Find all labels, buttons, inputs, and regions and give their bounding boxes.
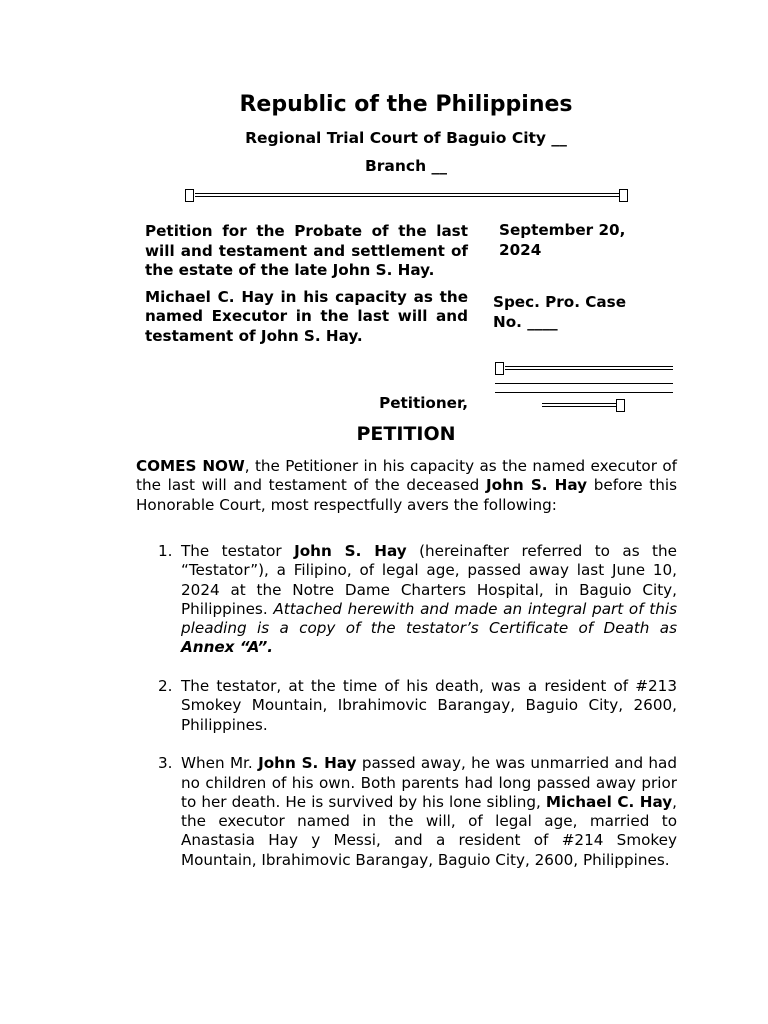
intro-text: , the Petitioner in his capacity as the named executor of the last will and testament of the deceased [136,457,677,495]
court-branch: Branch __ [364,157,448,175]
double-rule [195,193,620,197]
intro-text: before this Honorable Court, most respectfully avers the following: [136,476,677,514]
item-number: 2. [158,677,173,696]
case-caption [145,222,468,353]
rule [495,383,673,384]
item-text: , the executor named in the will, of legal age, married to Anastasia Hay y Messi, and a resident of #214 Smokey Mountain, Ibrahimovic Barangay, Baguio City, 2600, Philippines. [181,792,677,869]
item-italic: Attached herewith and made an integral part of this pleading is a copy of the testator’s Certificate of Death as [181,599,677,638]
case-number-line: Spec. Pro. Case [493,293,627,311]
item-text: (hereinafter referred to as the “Testator”), a Filipino, of legal age, passed away last June 10, 2024 at the Notre Dame Charters Hospital, in Baguio City, Philippines. [181,542,677,618]
double-rule [505,366,673,370]
box-glyph-icon [619,189,628,202]
court-name: Regional Trial Court of Baguio City __ [245,129,567,147]
list-item [136,542,677,658]
case-number [493,293,668,332]
filing-date [499,221,674,260]
petitioner-description: Michael C. Hay in his capacity as the named Executor in the last will and testament of John S. Hay. [145,287,468,345]
date-line: September 20, [499,221,626,239]
item-text: When Mr. [181,754,259,773]
box-glyph-icon [616,399,625,412]
box-glyph-icon [495,362,504,375]
list-item [136,754,677,870]
date-line: 2024 [499,240,542,259]
item-bold: John S. Hay [294,542,407,560]
item-bold: Michael C. Hay [545,792,673,811]
rule [495,392,673,393]
item-number: 1. [158,542,173,560]
double-rule [542,403,616,407]
item-number: 3. [158,754,173,773]
petition-heading: PETITION [356,423,456,445]
document-title: Republic of the Philippines [239,92,573,117]
list-item [136,677,677,735]
intro-paragraph [136,457,677,515]
item-text: The testator, at the time of his death, was a resident of #213 Smokey Mountain, Ibrahimovic Barangay, Baguio City, 2600, Philippines. [181,677,677,734]
intro-bold: COMES NOW [136,457,245,475]
item-text: passed away, he was unmarried and had no children of his own. Both parents had long passed away prior to her death. He is survived by his lone sibling, [181,754,677,811]
averments-list [136,542,677,889]
item-bold-italic: Annex “A”. [181,638,274,657]
item-bold: John S. Hay [258,754,357,773]
case-number-line: No. ____ [493,312,558,331]
item-text: The testator [181,542,295,560]
case-title: Petition for the Probate of the last will and testament and settlement of the estate of the late John S. Hay. [145,222,468,279]
box-glyph-icon [185,189,194,202]
petitioner-label: Petitioner, [379,394,468,412]
intro-bold: John S. Hay [485,476,588,495]
